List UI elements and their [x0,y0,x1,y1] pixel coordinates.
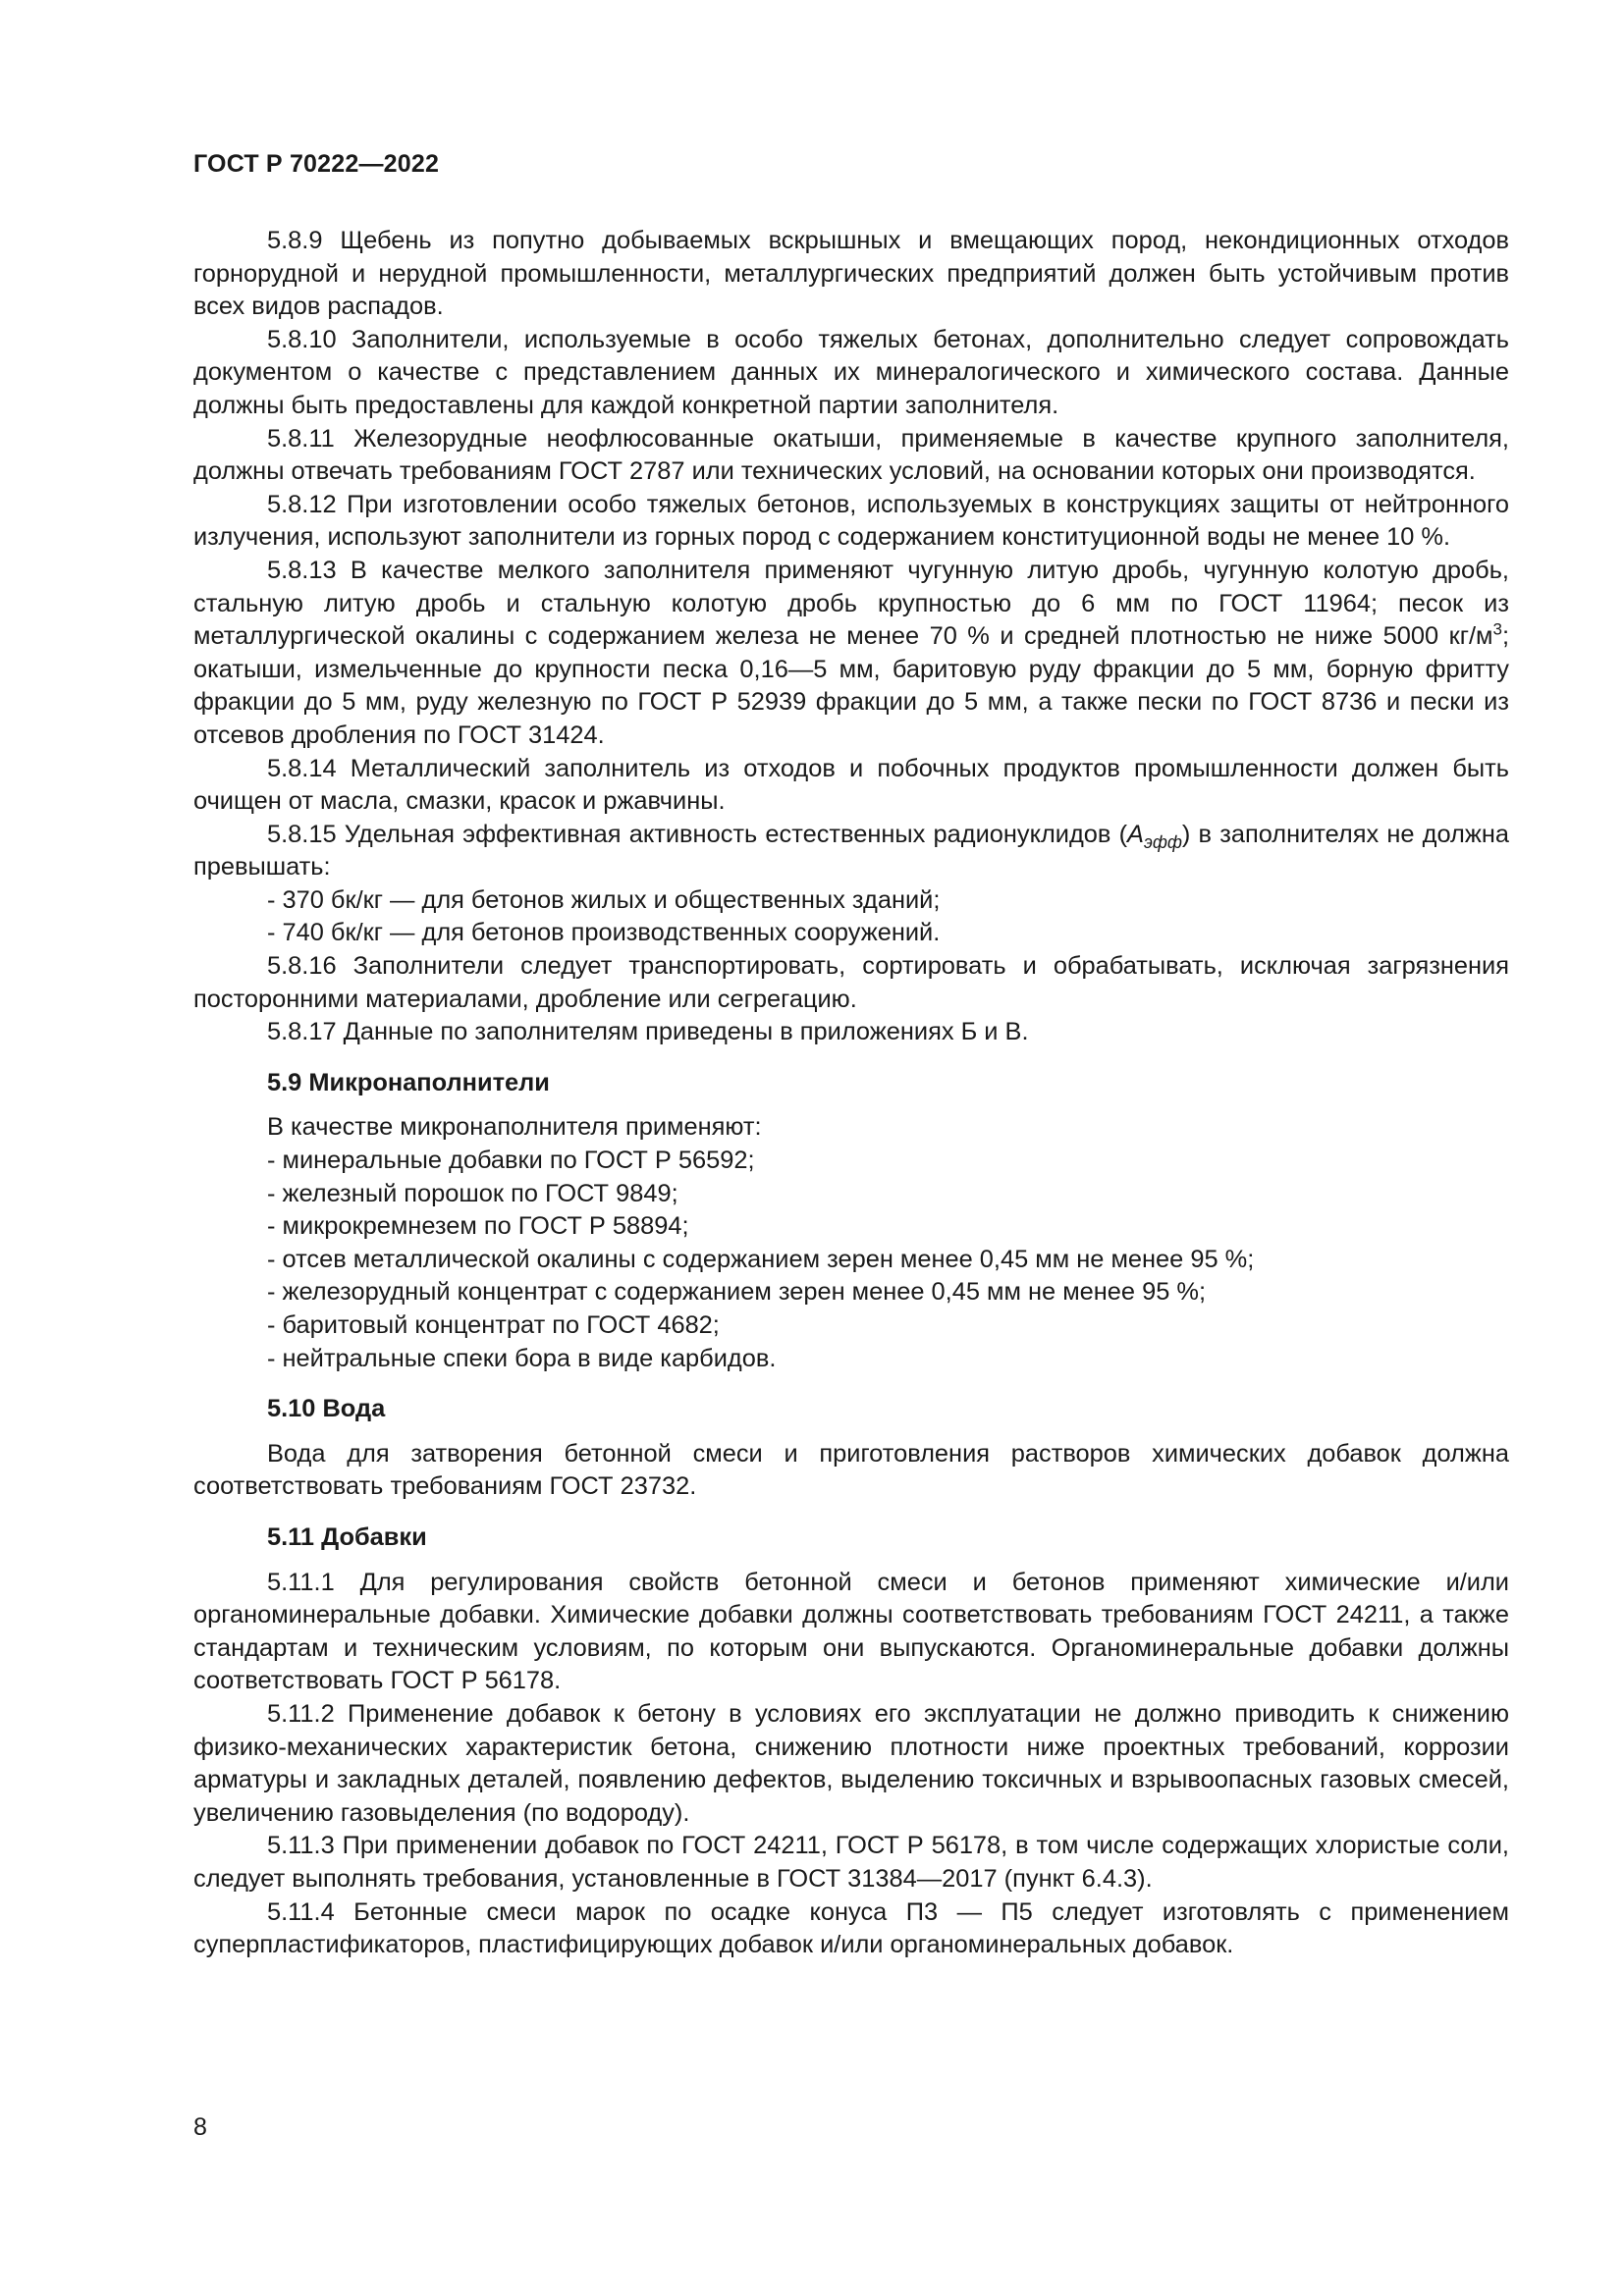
list-item: - отсев металлической окалины с содержанием зерен менее 0,45 мм не менее 95 %; [267,1245,1255,1273]
activity-subscript: эфф [1143,831,1182,852]
clause-5-8-14: 5.8.14 Металлический заполнитель из отходов и побочных продуктов промышленности должен быть очищен от масла, смазки, красок и ржавчины. [193,754,1509,816]
activity-symbol: А [1127,820,1144,848]
clause-5-8-15-part-b: ) в заполнителях не должна превышать: [193,820,1509,881]
clause-5-8-17: 5.8.17 Данные по заполнителям приведены в приложениях Б и В. [267,1018,1029,1046]
clause-5-8-13-part-b: ; окатыши, измельченные до крупности песка 0,16—5 мм, баритовую руду фракции до 5 мм, борную фритту фракции до 5 мм, руду железную по ГОСТ Р 52939 фракции до 5 мм, а также пески по ГОСТ 8736 и пески из отсевов дробления по ГОСТ 31424. [193,622,1509,749]
list-item: - баритовый концентрат по ГОСТ 4682; [267,1311,720,1339]
list-item: - 740 бк/кг — для бетонов производственных сооружений. [267,919,941,947]
clause-5-8-15-part-a: 5.8.15 Удельная эффективная активность естественных радионуклидов ( [267,820,1128,848]
cubic-superscript: 3 [1492,619,1502,639]
page-number: 8 [193,2113,207,2141]
list-item: - микрокремнезем по ГОСТ Р 58894; [267,1212,689,1241]
clause-5-11-3: 5.11.3 При применении добавок по ГОСТ 24211, ГОСТ Р 56178, в том числе содержащих хлористые соли, следует выполнять требования, установленные в ГОСТ 31384—2017 (пункт 6.4.3). [193,1832,1509,1893]
list-item: - минеральные добавки по ГОСТ Р 56592; [267,1147,755,1175]
list-item: - 370 бк/кг — для бетонов жилых и общественных зданий; [267,885,941,914]
section-heading-5-9: 5.9 Микронаполнители [267,1068,550,1096]
clause-5-11-4: 5.11.4 Бетонные смеси марок по осадке конуса П3 — П5 следует изготовлять с применением суперпластификаторов, пластифицирующих добавок и/или органоминеральных добавок. [193,1897,1509,1959]
clause-5-8-10: 5.8.10 Заполнители, используемые в особо тяжелых бетонах, дополнительно следует сопровождать документом о качестве с представлением данных их минералогического и химического состава. Данные должны быть предоставлены для каждой конкретной партии заполнителя. [193,325,1509,419]
section-heading-5-10: 5.10 Вода [267,1395,386,1423]
list-item: - нейтральные спеки бора в виде карбидов. [267,1344,777,1372]
section-heading-5-11: 5.11 Добавки [267,1522,427,1551]
clause-5-8-9: 5.8.9 Щебень из попутно добываемых вскрышных и вмещающих пород, некондиционных отходов горнорудной и нерудной промышленности, металлургических предприятий должен быть устойчивым против всех видов распадов. [193,227,1509,321]
section-5-9-intro: В качестве микронаполнителя применяют: [267,1113,762,1142]
clause-5-8-13-part-a: 5.8.13 В качестве мелкого заполнителя применяют чугунную литую дробь, чугунную колотую дробь, стальную литую дробь и стальную колотую дробь крупностью до 6 мм по ГОСТ 11964; песок из металлургической окалины с содержанием железа не менее 70 % и средней плотностью не ниже 5000 кг/м [193,556,1509,651]
clause-5-11-2: 5.11.2 Применение добавок к бетону в условиях его эксплуатации не должно приводить к снижению физико-механических характеристик бетона, снижению плотности ниже проектных требований, коррозии арматуры и закладных деталей, появлению дефектов, выделению токсичных и взрывоопасных газовых смесей, увеличению газовыделения (по водороду). [193,1699,1509,1827]
list-item: - железный порошок по ГОСТ 9849; [267,1179,678,1207]
document-body [193,225,1509,1962]
clause-5-8-16: 5.8.16 Заполнители следует транспортировать, сортировать и обрабатывать, исключая загрязнения посторонними материалами, дробление или сегрегацию. [193,952,1509,1013]
section-5-10-text: Вода для затворения бетонной смеси и приготовления растворов химических добавок должна соответствовать требованиям ГОСТ 23732. [193,1439,1509,1501]
list-item: - железорудный концентрат с содержанием зерен менее 0,45 мм не менее 95 %; [267,1278,1207,1307]
clause-5-8-15 [193,819,1509,884]
clause-5-11-1: 5.11.1 Для регулирования свойств бетонной смеси и бетонов применяют химические и/или органоминеральные добавки. Химические добавки должны соответствовать требованиям ГОСТ 24211, а также стандартам и техническим условиям, по которым они выпускаются. Органоминеральные добавки должны соответствовать ГОСТ Р 56178. [193,1568,1509,1695]
clause-5-8-11: 5.8.11 Железорудные неофлюсованные окатыши, применяемые в качестве крупного заполнителя, должны отвечать требованиям ГОСТ 2787 или технических условий, на основании которых они производятся. [193,424,1509,486]
clause-5-8-12: 5.8.12 При изготовлении особо тяжелых бетонов, используемых в конструкциях защиты от нейтронного излучения, используют заполнители из горных пород с содержанием конституционной воды не менее 10 %. [193,490,1509,552]
document-code-header: ГОСТ Р 70222—2022 [193,150,440,178]
clause-5-8-13 [193,555,1509,753]
